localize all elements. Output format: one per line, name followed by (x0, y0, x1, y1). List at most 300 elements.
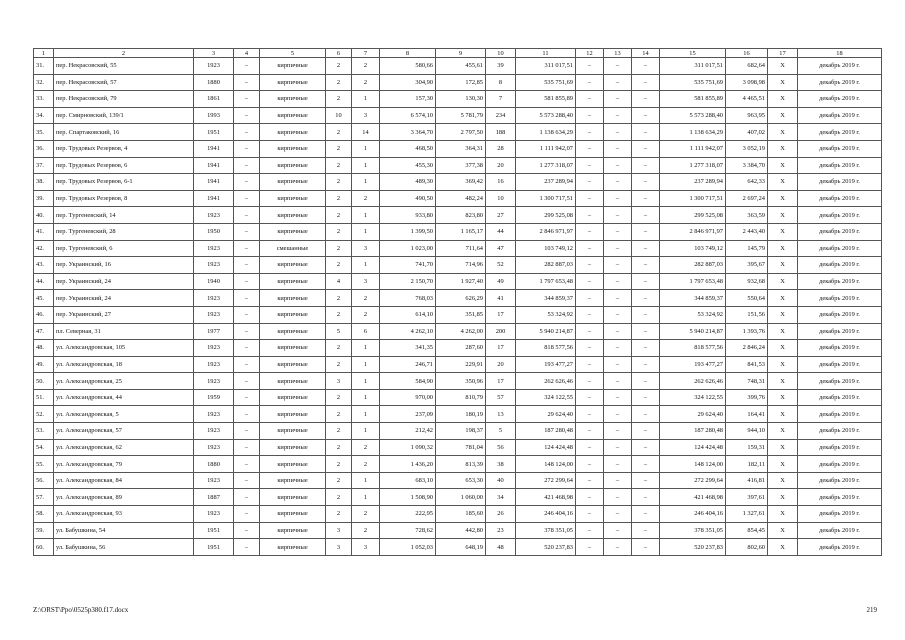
cell-entrances: 1 (352, 406, 380, 423)
cell-total-cost: 1 277 318,07 (516, 157, 576, 174)
cell-total-area: 237,09 (380, 406, 436, 423)
cell-cost-col-13: – (604, 423, 632, 440)
cell-specific-cost: 399,76 (726, 389, 768, 406)
cell-completion-date: декабрь 2019 г. (798, 257, 882, 274)
cell-specific-cost: 145,79 (726, 240, 768, 257)
cell-entrances: 1 (352, 207, 380, 224)
cell-max-cost-mark: Х (768, 340, 798, 357)
cell-living-area: 369,42 (436, 174, 486, 191)
cell-cost-col-14: – (632, 522, 660, 539)
cell-specific-cost: 1 393,76 (726, 323, 768, 340)
cell-specific-cost: 3 052,19 (726, 140, 768, 157)
cell-row-number: 37. (34, 157, 54, 174)
cell-cost-col-13: – (604, 290, 632, 307)
cell-residents: 44 (486, 223, 516, 240)
cell-entrances: 1 (352, 257, 380, 274)
cell-wall-material: кирпичные (260, 522, 326, 539)
cell-floors: 2 (326, 290, 352, 307)
cell-year-built: 1880 (194, 456, 234, 473)
column-number-header (34, 49, 882, 58)
cell-max-cost-mark: Х (768, 257, 798, 274)
cell-specific-cost: 397,61 (726, 489, 768, 506)
cell-floors: 2 (326, 389, 352, 406)
cell-total-area: 584,90 (380, 373, 436, 390)
cell-residents: 188 (486, 124, 516, 141)
cell-cost-col-13: – (604, 58, 632, 75)
cell-specific-cost: 682,64 (726, 58, 768, 75)
cell-cost-col-15: 299 525,08 (660, 207, 726, 224)
cell-year-overhaul: – (234, 356, 260, 373)
cell-cost-col-15: 124 424,48 (660, 439, 726, 456)
cell-residents: 20 (486, 356, 516, 373)
cell-residents: 5 (486, 423, 516, 440)
cell-year-built: 1993 (194, 107, 234, 124)
cell-living-area: 172,85 (436, 74, 486, 91)
cell-cost-col-13: – (604, 140, 632, 157)
header-cell-max-cost-mark: 17 (768, 49, 798, 58)
cell-floors: 4 (326, 273, 352, 290)
cell-cost-col-12: – (576, 439, 604, 456)
cell-max-cost-mark: Х (768, 157, 798, 174)
cell-address: ул. Александровская, 25 (54, 373, 194, 390)
cell-residents: 49 (486, 273, 516, 290)
cell-max-cost-mark: Х (768, 273, 798, 290)
cell-cost-col-14: – (632, 406, 660, 423)
cell-cost-col-13: – (604, 506, 632, 523)
cell-cost-col-13: – (604, 340, 632, 357)
cell-cost-col-15: 103 749,12 (660, 240, 726, 257)
table-row (34, 306, 882, 323)
cell-floors: 2 (326, 124, 352, 141)
cell-entrances: 1 (352, 389, 380, 406)
cell-year-built: 1923 (194, 257, 234, 274)
cell-max-cost-mark: Х (768, 539, 798, 556)
cell-specific-cost: 151,56 (726, 306, 768, 323)
cell-living-area: 1 165,17 (436, 223, 486, 240)
cell-residents: 7 (486, 91, 516, 108)
header-cell-year-overhaul: 4 (234, 49, 260, 58)
table-row (34, 273, 882, 290)
cell-living-area: 482,24 (436, 190, 486, 207)
cell-cost-col-13: – (604, 522, 632, 539)
cell-floors: 2 (326, 456, 352, 473)
cell-total-area: 455,30 (380, 157, 436, 174)
cell-living-area: 229,91 (436, 356, 486, 373)
cell-cost-col-12: – (576, 58, 604, 75)
cell-completion-date: декабрь 2019 г. (798, 273, 882, 290)
cell-max-cost-mark: Х (768, 306, 798, 323)
cell-total-cost: 1 138 634,29 (516, 124, 576, 141)
cell-year-built: 1923 (194, 58, 234, 75)
cell-year-overhaul: – (234, 190, 260, 207)
table-row (34, 223, 882, 240)
cell-cost-col-14: – (632, 107, 660, 124)
cell-cost-col-12: – (576, 306, 604, 323)
cell-cost-col-15: 421 468,98 (660, 489, 726, 506)
cell-completion-date: декабрь 2019 г. (798, 406, 882, 423)
cell-address: ул. Александровская, 79 (54, 456, 194, 473)
cell-specific-cost: 395,67 (726, 257, 768, 274)
cell-total-area: 1 436,20 (380, 456, 436, 473)
table-row (34, 340, 882, 357)
cell-address: ул. Александровская, 57 (54, 423, 194, 440)
cell-row-number: 38. (34, 174, 54, 191)
cell-row-number: 35. (34, 124, 54, 141)
cell-entrances: 1 (352, 373, 380, 390)
cell-cost-col-14: – (632, 472, 660, 489)
cell-wall-material: кирпичные (260, 91, 326, 108)
cell-residents: 8 (486, 74, 516, 91)
cell-specific-cost: 164,41 (726, 406, 768, 423)
cell-total-cost: 520 237,83 (516, 539, 576, 556)
table-row (34, 174, 882, 191)
cell-address: пер. Трудовых Резервов, 4 (54, 140, 194, 157)
cell-max-cost-mark: Х (768, 406, 798, 423)
cell-entrances: 2 (352, 439, 380, 456)
cell-cost-col-14: – (632, 389, 660, 406)
cell-year-overhaul: – (234, 340, 260, 357)
cell-floors: 2 (326, 257, 352, 274)
cell-row-number: 40. (34, 207, 54, 224)
cell-year-overhaul: – (234, 58, 260, 75)
cell-cost-col-12: – (576, 124, 604, 141)
cell-address: пер. Некрасовский, 79 (54, 91, 194, 108)
cell-floors: 10 (326, 107, 352, 124)
cell-row-number: 39. (34, 190, 54, 207)
header-cell-cost-col-12: 12 (576, 49, 604, 58)
cell-max-cost-mark: Х (768, 439, 798, 456)
cell-floors: 2 (326, 140, 352, 157)
cell-row-number: 44. (34, 273, 54, 290)
cell-completion-date: декабрь 2019 г. (798, 423, 882, 440)
cell-residents: 27 (486, 207, 516, 224)
cell-cost-col-14: – (632, 456, 660, 473)
cell-year-built: 1951 (194, 539, 234, 556)
header-cell-total-cost: 11 (516, 49, 576, 58)
cell-entrances: 2 (352, 306, 380, 323)
cell-address: ул. Бабушкина, 54 (54, 522, 194, 539)
cell-cost-col-12: – (576, 423, 604, 440)
cell-year-built: 1923 (194, 423, 234, 440)
cell-cost-col-14: – (632, 207, 660, 224)
cell-specific-cost: 407,02 (726, 124, 768, 141)
cell-entrances: 3 (352, 273, 380, 290)
cell-entrances: 3 (352, 539, 380, 556)
cell-address: пер. Тургеневский, 28 (54, 223, 194, 240)
cell-total-cost: 5 940 214,87 (516, 323, 576, 340)
cell-residents: 26 (486, 506, 516, 523)
cell-year-overhaul: – (234, 174, 260, 191)
cell-cost-col-14: – (632, 539, 660, 556)
cell-entrances: 1 (352, 223, 380, 240)
cell-year-overhaul: – (234, 223, 260, 240)
cell-living-area: 648,19 (436, 539, 486, 556)
cell-floors: 3 (326, 539, 352, 556)
cell-completion-date: декабрь 2019 г. (798, 356, 882, 373)
cell-total-area: 6 574,10 (380, 107, 436, 124)
cell-cost-col-15: 1 277 318,07 (660, 157, 726, 174)
cell-specific-cost: 182,11 (726, 456, 768, 473)
cell-specific-cost: 2 697,24 (726, 190, 768, 207)
cell-year-overhaul: – (234, 257, 260, 274)
cell-wall-material: кирпичные (260, 140, 326, 157)
table-row (34, 91, 882, 108)
cell-row-number: 47. (34, 323, 54, 340)
cell-residents: 38 (486, 456, 516, 473)
cell-living-area: 781,04 (436, 439, 486, 456)
header-cell-cost-col-13: 13 (604, 49, 632, 58)
cell-specific-cost: 963,95 (726, 107, 768, 124)
cell-floors: 2 (326, 174, 352, 191)
header-cell-residents: 10 (486, 49, 516, 58)
cell-completion-date: декабрь 2019 г. (798, 107, 882, 124)
cell-year-overhaul: – (234, 323, 260, 340)
header-cell-entrances: 7 (352, 49, 380, 58)
cell-year-built: 1977 (194, 323, 234, 340)
cell-total-area: 157,30 (380, 91, 436, 108)
cell-completion-date: декабрь 2019 г. (798, 157, 882, 174)
cell-completion-date: декабрь 2019 г. (798, 389, 882, 406)
cell-year-built: 1923 (194, 207, 234, 224)
cell-total-area: 768,03 (380, 290, 436, 307)
cell-specific-cost: 802,60 (726, 539, 768, 556)
cell-cost-col-13: – (604, 91, 632, 108)
cell-address: ул. Александровская, 84 (54, 472, 194, 489)
cell-completion-date: декабрь 2019 г. (798, 223, 882, 240)
cell-residents: 17 (486, 340, 516, 357)
cell-total-area: 1 399,50 (380, 223, 436, 240)
cell-total-cost: 2 846 971,97 (516, 223, 576, 240)
cell-cost-col-13: – (604, 190, 632, 207)
cell-residents: 57 (486, 389, 516, 406)
cell-wall-material: кирпичные (260, 74, 326, 91)
cell-residents: 17 (486, 306, 516, 323)
cell-max-cost-mark: Х (768, 174, 798, 191)
cell-entrances: 3 (352, 240, 380, 257)
cell-living-area: 5 781,79 (436, 107, 486, 124)
cell-year-built: 1923 (194, 506, 234, 523)
cell-address: пер. Тургеневский, 14 (54, 207, 194, 224)
cell-cost-col-12: – (576, 207, 604, 224)
cell-cost-col-12: – (576, 74, 604, 91)
cell-completion-date: декабрь 2019 г. (798, 472, 882, 489)
cell-row-number: 42. (34, 240, 54, 257)
cell-floors: 2 (326, 489, 352, 506)
cell-cost-col-14: – (632, 506, 660, 523)
cell-year-overhaul: – (234, 389, 260, 406)
cell-total-cost: 187 280,48 (516, 423, 576, 440)
header-cell-living-area: 9 (436, 49, 486, 58)
cell-cost-col-14: – (632, 74, 660, 91)
cell-year-built: 1951 (194, 124, 234, 141)
cell-wall-material: кирпичные (260, 257, 326, 274)
cell-entrances: 1 (352, 140, 380, 157)
cell-wall-material: кирпичные (260, 174, 326, 191)
cell-wall-material: кирпичные (260, 190, 326, 207)
cell-year-overhaul: – (234, 522, 260, 539)
cell-living-area: 198,37 (436, 423, 486, 440)
cell-total-area: 490,50 (380, 190, 436, 207)
cell-wall-material: кирпичные (260, 323, 326, 340)
cell-row-number: 31. (34, 58, 54, 75)
cell-floors: 3 (326, 373, 352, 390)
cell-living-area: 180,19 (436, 406, 486, 423)
cell-total-cost: 124 424,48 (516, 439, 576, 456)
cell-cost-col-14: – (632, 174, 660, 191)
cell-year-overhaul: – (234, 506, 260, 523)
cell-max-cost-mark: Х (768, 207, 798, 224)
cell-residents: 17 (486, 373, 516, 390)
cell-entrances: 2 (352, 456, 380, 473)
cell-year-overhaul: – (234, 539, 260, 556)
table-row (34, 389, 882, 406)
cell-max-cost-mark: Х (768, 290, 798, 307)
table-row (34, 323, 882, 340)
cell-address: пер. Трудовых Резервов, 8 (54, 190, 194, 207)
cell-max-cost-mark: Х (768, 506, 798, 523)
cell-residents: 39 (486, 58, 516, 75)
cell-wall-material: кирпичные (260, 157, 326, 174)
cell-floors: 2 (326, 240, 352, 257)
cell-cost-col-14: – (632, 58, 660, 75)
cell-cost-col-15: 53 324,92 (660, 306, 726, 323)
cell-cost-col-13: – (604, 207, 632, 224)
cell-cost-col-12: – (576, 140, 604, 157)
cell-year-overhaul: – (234, 472, 260, 489)
cell-address: пер. Украинский, 27 (54, 306, 194, 323)
cell-cost-col-15: 311 017,51 (660, 58, 726, 75)
cell-cost-col-14: – (632, 257, 660, 274)
table-row (34, 74, 882, 91)
cell-row-number: 58. (34, 506, 54, 523)
cell-address: ул. Александровская, 93 (54, 506, 194, 523)
cell-cost-col-13: – (604, 124, 632, 141)
cell-wall-material: кирпичные (260, 539, 326, 556)
table-row (34, 539, 882, 556)
cell-row-number: 56. (34, 472, 54, 489)
cell-total-area: 580,66 (380, 58, 436, 75)
cell-specific-cost: 932,68 (726, 273, 768, 290)
cell-row-number: 52. (34, 406, 54, 423)
cell-cost-col-13: – (604, 456, 632, 473)
cell-total-area: 222,95 (380, 506, 436, 523)
cell-total-cost: 193 477,27 (516, 356, 576, 373)
header-cell-cost-col-14: 14 (632, 49, 660, 58)
cell-cost-col-13: – (604, 223, 632, 240)
cell-year-overhaul: – (234, 107, 260, 124)
cell-entrances: 1 (352, 356, 380, 373)
cell-total-cost: 272 299,64 (516, 472, 576, 489)
cell-cost-col-13: – (604, 439, 632, 456)
cell-cost-col-12: – (576, 223, 604, 240)
header-cell-cost-col-15: 15 (660, 49, 726, 58)
cell-year-overhaul: – (234, 207, 260, 224)
cell-year-overhaul: – (234, 157, 260, 174)
cell-cost-col-15: 237 289,94 (660, 174, 726, 191)
cell-specific-cost: 2 443,40 (726, 223, 768, 240)
cell-year-built: 1923 (194, 472, 234, 489)
table-row (34, 107, 882, 124)
cell-cost-col-15: 520 237,83 (660, 539, 726, 556)
cell-cost-col-15: 818 577,56 (660, 340, 726, 357)
header-cell-total-area: 8 (380, 49, 436, 58)
cell-year-built: 1950 (194, 223, 234, 240)
cell-address: пер. Трудовых Резервов, 6 (54, 157, 194, 174)
cell-entrances: 14 (352, 124, 380, 141)
cell-wall-material: кирпичные (260, 423, 326, 440)
cell-completion-date: декабрь 2019 г. (798, 323, 882, 340)
cell-cost-col-14: – (632, 373, 660, 390)
cell-total-area: 489,30 (380, 174, 436, 191)
cell-year-built: 1923 (194, 340, 234, 357)
cell-year-overhaul: – (234, 91, 260, 108)
cell-cost-col-15: 2 846 971,97 (660, 223, 726, 240)
cell-year-overhaul: – (234, 439, 260, 456)
cell-year-built: 1923 (194, 356, 234, 373)
cell-total-area: 1 023,00 (380, 240, 436, 257)
cell-total-cost: 103 749,12 (516, 240, 576, 257)
cell-residents: 20 (486, 157, 516, 174)
cell-max-cost-mark: Х (768, 522, 798, 539)
cell-cost-col-13: – (604, 174, 632, 191)
cell-cost-col-12: – (576, 273, 604, 290)
cell-completion-date: декабрь 2019 г. (798, 539, 882, 556)
cell-wall-material: смешанные (260, 240, 326, 257)
cell-wall-material: кирпичные (260, 207, 326, 224)
cell-completion-date: декабрь 2019 г. (798, 124, 882, 141)
cell-living-area: 653,30 (436, 472, 486, 489)
cell-cost-col-15: 344 859,37 (660, 290, 726, 307)
cell-cost-col-12: – (576, 257, 604, 274)
cell-total-area: 1 052,03 (380, 539, 436, 556)
cell-floors: 5 (326, 323, 352, 340)
cell-entrances: 2 (352, 74, 380, 91)
cell-year-built: 1941 (194, 190, 234, 207)
header-cell-year-built: 3 (194, 49, 234, 58)
cell-total-area: 728,62 (380, 522, 436, 539)
cell-completion-date: декабрь 2019 г. (798, 456, 882, 473)
cell-cost-col-12: – (576, 522, 604, 539)
cell-max-cost-mark: Х (768, 140, 798, 157)
cell-cost-col-15: 581 855,89 (660, 91, 726, 108)
cell-floors: 2 (326, 406, 352, 423)
cell-floors: 2 (326, 340, 352, 357)
cell-living-area: 714,96 (436, 257, 486, 274)
cell-total-cost: 148 124,00 (516, 456, 576, 473)
cell-address: пер. Некрасовский, 57 (54, 74, 194, 91)
cell-row-number: 53. (34, 423, 54, 440)
cell-max-cost-mark: Х (768, 74, 798, 91)
table-row (34, 190, 882, 207)
cell-row-number: 33. (34, 91, 54, 108)
cell-residents: 48 (486, 539, 516, 556)
cell-specific-cost: 1 327,61 (726, 506, 768, 523)
cell-row-number: 55. (34, 456, 54, 473)
cell-address: пер. Украинский, 24 (54, 273, 194, 290)
cell-floors: 2 (326, 472, 352, 489)
cell-wall-material: кирпичные (260, 58, 326, 75)
header-cell-completion-date: 18 (798, 49, 882, 58)
cell-cost-col-14: – (632, 91, 660, 108)
cell-cost-col-15: 5 573 288,40 (660, 107, 726, 124)
cell-total-cost: 535 751,69 (516, 74, 576, 91)
table-row (34, 157, 882, 174)
cell-living-area: 2 797,50 (436, 124, 486, 141)
table-row (34, 207, 882, 224)
header-cell-row-number: 1 (34, 49, 54, 58)
cell-cost-col-13: – (604, 389, 632, 406)
cell-residents: 34 (486, 489, 516, 506)
